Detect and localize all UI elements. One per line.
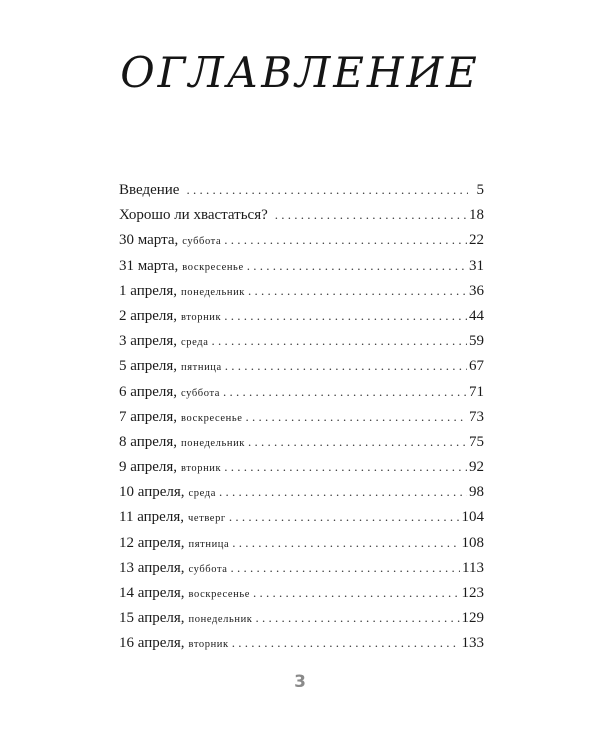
toc-entry-page: 18 (469, 207, 484, 224)
dot-leader (225, 353, 467, 378)
toc-entry-title: 5 апреля, (119, 358, 178, 375)
toc-entry-weekday: понедельник (188, 614, 253, 626)
toc-entry-weekday: пятница (181, 362, 222, 374)
dot-leader (229, 504, 460, 529)
toc-entry[interactable] (119, 328, 484, 353)
toc-entry-title: 1 апреля, (119, 282, 178, 299)
toc-entry-title: 7 апреля, (119, 408, 178, 425)
toc-entry-title: 3 апреля, (119, 333, 178, 350)
toc-entry-weekday: суббота (181, 387, 221, 399)
toc-entry-weekday: вторник (181, 311, 222, 323)
toc-entry-title: 8 апреля, (119, 433, 178, 450)
toc-entry-weekday: вторник (181, 463, 222, 475)
toc-entry-title: 2 апреля, (119, 307, 178, 324)
dot-leader (248, 429, 467, 454)
toc-entry-page: 123 (461, 585, 484, 601)
toc-entry-weekday: понедельник (181, 286, 246, 298)
dot-leader (232, 630, 460, 655)
toc-entry-page: 92 (469, 459, 484, 476)
toc-entry-weekday: воскресенье (182, 261, 244, 273)
dot-leader (224, 227, 467, 252)
toc-entry-weekday: понедельник (181, 437, 246, 449)
toc-entry-title: Хорошо ли хвастаться? (119, 207, 268, 224)
toc-entry-page: 75 (469, 433, 484, 450)
toc-entry-title: 13 апреля, (119, 559, 185, 576)
toc-entry-page: 59 (469, 333, 484, 350)
toc-entry[interactable] (119, 353, 484, 378)
toc-entry-page: 113 (462, 559, 484, 576)
toc-entry-weekday: воскресенье (181, 412, 243, 424)
toc-entry-title: 11 апреля, (119, 509, 184, 526)
toc-entry-page: 108 (461, 534, 484, 551)
toc-entry-page: 44 (469, 307, 484, 324)
dot-leader (211, 328, 467, 353)
toc-entry[interactable] (119, 278, 484, 303)
toc-entry-title: 6 апреля, (119, 383, 178, 400)
toc-entry[interactable] (119, 404, 484, 429)
toc-entry-page: 133 (461, 635, 484, 652)
toc-entry-weekday: пятница (188, 538, 230, 550)
dot-leader (224, 454, 467, 479)
toc-entry-page: 22 (469, 232, 484, 249)
toc-entry-page: 98 (469, 484, 484, 501)
toc-entry-page: 31 (469, 257, 484, 274)
dot-leader (253, 580, 460, 605)
toc-entry-page: 73 (469, 408, 484, 425)
dot-leader (247, 253, 467, 278)
toc-entry-weekday: суббота (188, 563, 228, 575)
toc-entry[interactable] (119, 504, 484, 529)
toc-entry[interactable] (119, 605, 484, 630)
toc-entry[interactable] (119, 303, 484, 328)
toc-entry-page: 5 (476, 182, 484, 198)
toc-entry-title: 15 апреля, (119, 610, 185, 627)
page-title: ОГЛАВЛЕНИЕ (120, 48, 480, 97)
dot-leader (232, 530, 459, 555)
toc-entry-weekday: вторник (188, 639, 229, 651)
dot-leader (223, 379, 467, 404)
toc-entry-weekday: среда (188, 488, 216, 500)
dot-leader (186, 177, 468, 202)
dot-leader (224, 303, 467, 328)
toc-entry[interactable] (119, 454, 484, 479)
toc-entry-title: 31 марта, (119, 257, 179, 274)
toc-entry[interactable] (119, 479, 484, 504)
toc-entry-title: 16 апреля, (119, 635, 185, 652)
dot-leader (231, 555, 461, 580)
toc-entry-weekday: четверг (187, 513, 226, 525)
toc-entry[interactable] (119, 227, 484, 252)
toc-entry-page: 67 (469, 358, 484, 375)
toc-entry-title: 9 апреля, (119, 459, 178, 476)
toc-entry[interactable] (119, 630, 484, 655)
page-number: 3 (294, 672, 306, 692)
toc-entry-page: 36 (469, 282, 484, 299)
toc-entry-weekday: суббота (182, 236, 222, 248)
toc-entry[interactable] (119, 177, 484, 202)
dot-leader (245, 404, 467, 429)
toc-entry-title: Введение (119, 182, 180, 198)
toc-entry[interactable] (119, 555, 484, 580)
toc-entry[interactable] (119, 580, 484, 605)
toc-entry[interactable] (119, 253, 484, 278)
toc-entry-page: 71 (469, 383, 484, 400)
dot-leader (219, 479, 467, 504)
toc-entry-page: 104 (461, 509, 484, 526)
toc-entry[interactable] (119, 429, 484, 454)
toc-entry[interactable] (119, 530, 484, 555)
toc-entry-title: 30 марта, (119, 232, 179, 249)
dot-leader (256, 605, 460, 630)
table-of-contents (119, 177, 484, 656)
toc-entry-title: 10 апреля, (119, 484, 185, 501)
toc-entry[interactable] (119, 379, 484, 404)
toc-entry-weekday: воскресенье (188, 589, 250, 600)
toc-entry-title: 14 апреля, (119, 585, 185, 601)
dot-leader (248, 278, 467, 303)
dot-leader (275, 202, 467, 227)
toc-entry-page: 129 (461, 610, 484, 627)
toc-entry[interactable] (119, 202, 484, 227)
toc-entry-title: 12 апреля, (119, 534, 185, 551)
toc-entry-weekday: среда (181, 337, 209, 349)
